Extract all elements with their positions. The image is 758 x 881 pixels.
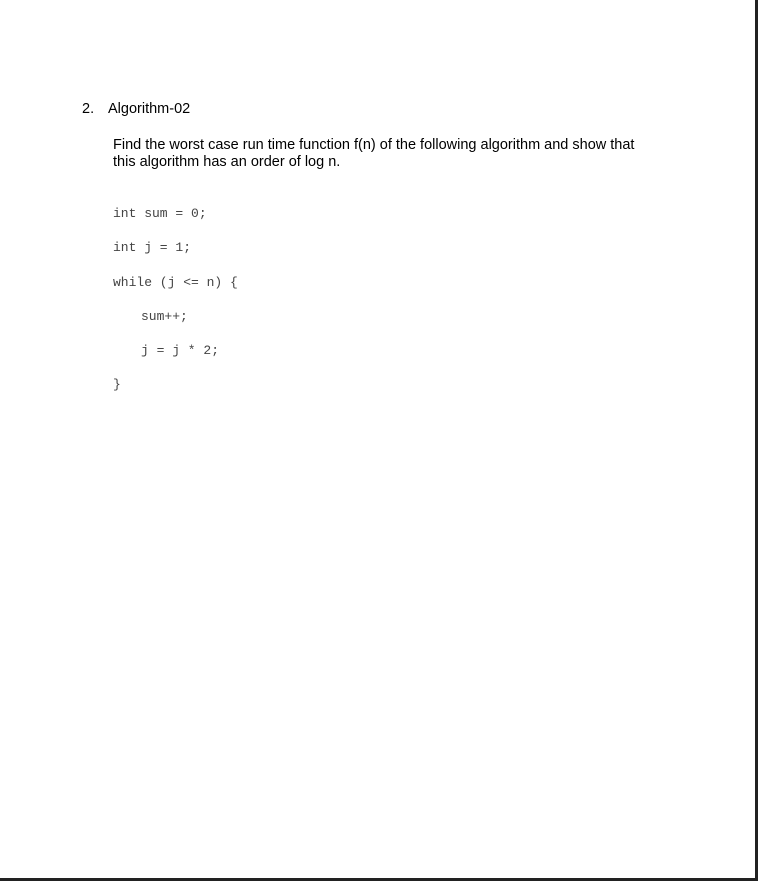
question-heading [82,101,190,117]
code-line-5: j = j * 2; [141,343,220,358]
question-title: Algorithm-02 [108,101,191,117]
code-line-4: sum++; [141,309,188,324]
code-line-1: int sum = 0; [113,206,207,221]
question-prompt [113,137,693,171]
code-line-6: } [113,377,121,392]
question-number: 2. [82,101,95,117]
code-line-2: int j = 1; [113,240,192,255]
code-line-3: while (j <= n) { [113,275,238,290]
prompt-line-1: Find the worst case run time function f(n) of the following algorithm and show that [113,137,635,153]
prompt-line-2: this algorithm has an order of log n. [113,154,341,170]
